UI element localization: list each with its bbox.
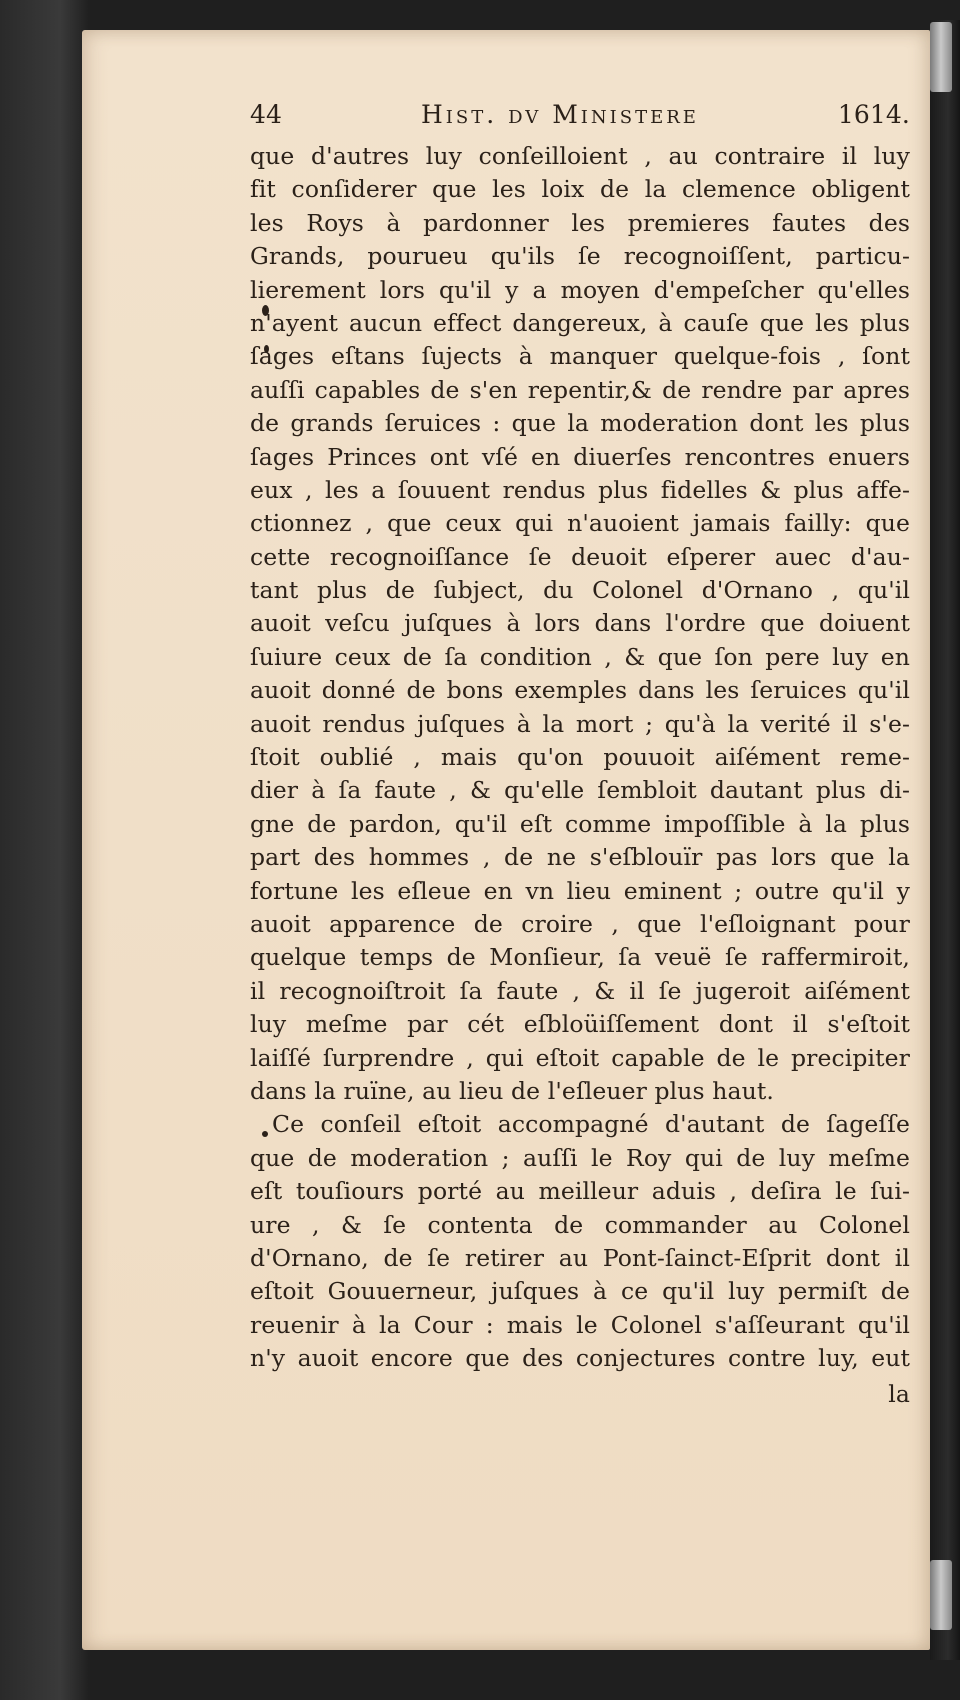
text-line: laiſſé ſurprendre , qui eſtoit capable de le precipiter [250,1043,910,1072]
text-line: fortune les eſleue en vn lieu eminent ; outre qu'il y [250,876,910,905]
text-line: cette recognoiſſance ſe deuoit eſperer auec d'au- [250,542,910,571]
text-line: auſſi capables de s'en repentir,& de rendre par apres [250,375,910,404]
text-line: auoit rendus juſques à la mort ; qu'à la verité il s'e- [250,709,910,738]
text-line: auoit apparence de croire , que l'eſloignant pour [250,909,910,938]
text-line: dans la ruïne, au lieu de l'eſleuer plus haut. [250,1076,774,1105]
text-line: gne de pardon, qu'il eſt comme impoſſible à la plus [250,809,910,838]
text-line: reuenir à la Cour : mais le Colonel s'aſſeurant qu'il [250,1310,910,1339]
text-line: ſuiure ceux de ſa condition , & que ſon pere luy en [250,642,910,671]
running-header [250,100,910,140]
text-line: auoit veſcu juſques à lors dans l'ordre que doiuent [250,609,910,638]
book-spine [930,20,960,1660]
text-line: il recognoiſtroit ſa faute , & il ſe jugeroit aiſément [250,976,910,1005]
text-line: ure , & ſe contenta de commander au Colonel [250,1210,910,1239]
text-line: eſtoit Gouuerneur, juſques à ce qu'il luy permiſt de [250,1277,910,1306]
text-line: luy meſme par cét eſbloüiſſement dont il s'eſtoit [250,1010,910,1039]
text-line: que d'autres luy conſeilloient , au contraire il luy [250,142,910,170]
text-line: eux , les a ſouuent rendus plus fidelles & plus affe- [250,475,910,504]
text-line: auoit donné de bons exemples dans les ſeruices qu'il [250,676,910,705]
text-line: Grands, pourueu qu'ils ſe recognoiſſent, particu- [250,242,910,271]
text-line: quelque temps de Monſieur, ſa veuë ſe raffermiroit, [250,943,910,972]
text-line: part des hommes , de ne s'eſblouïr pas lors que la [250,843,910,872]
text-line: n'y auoit encore que des conjectures contre luy, eut [250,1344,910,1373]
page-clip-bottom [930,1560,952,1630]
text-line: ſtoit oublié , mais qu'on pouuoit aiſément reme- [250,743,910,772]
text-line-paragraph-start: Ce conſeil eſtoit accompagné d'autant de ſageſſe [272,1110,910,1139]
page-text [250,100,910,1411]
text-line: dier à ſa faute , & qu'elle ſembloit dautant plus di- [250,776,910,805]
running-title: Hist. dv Ministere [420,100,699,129]
text-line: de grands ſeruices : que la moderation dont les plus [250,409,910,438]
text-line: lierement lors qu'il y a moyen d'empeſcher qu'elles [250,275,910,304]
text-line: d'Ornano, de ſe retirer au Pont-ſainct-Eſprit dont il [250,1243,910,1272]
text-line: ſages Princes ont vſé en diuerſes rencontres enuers [250,442,910,471]
page-number: 44 [250,100,283,129]
page-clip-top [930,22,952,92]
text-line: les Roys à pardonner les premieres fautes des [250,208,910,237]
text-line: eſt touſiours porté au meilleur aduis , deſira le ſui- [250,1177,910,1206]
text-line: ſages eſtans ſujects à manquer quelque-fois , ſont [250,342,910,371]
catchword: la [888,1380,910,1409]
text-line: n'ayent aucun effect dangereux, à cauſe que les plus [250,308,910,337]
text-line: fit conſiderer que les loix de la clemence obligent [250,175,910,204]
text-line: tant plus de ſubject, du Colonel d'Ornano , qu'il [250,576,910,605]
text-line: ctionnez , que ceux qui n'auoient jamais failly: que [250,509,910,538]
header-year: 1614. [837,100,910,129]
text-line: que de moderation ; auſſi le Roy qui de luy meſme [250,1143,910,1172]
